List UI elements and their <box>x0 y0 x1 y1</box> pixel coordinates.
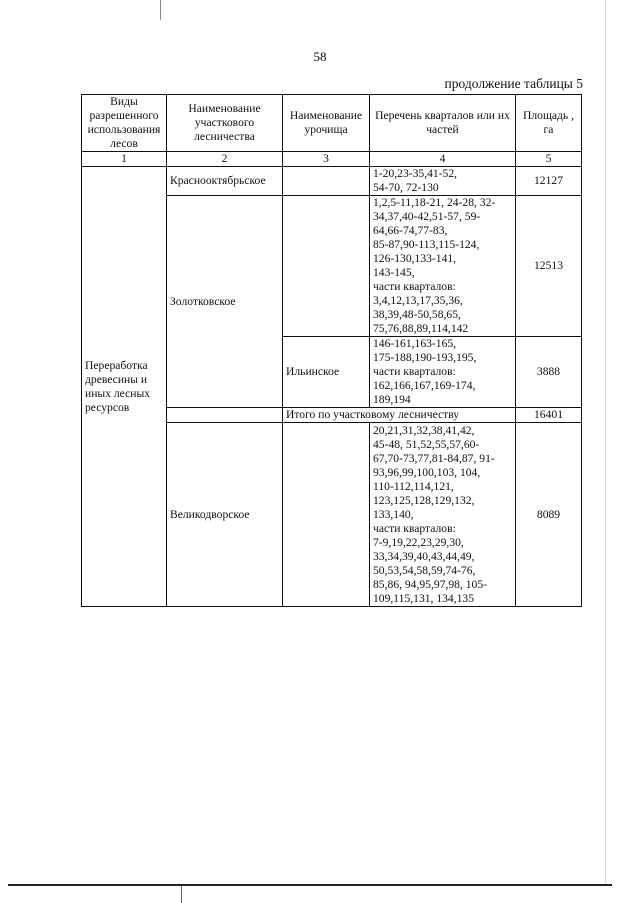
area-value: 12513 <box>516 196 582 337</box>
quarters-list: 1,2,5-11,18-21, 24-28, 32- 34,37,40-42,51-57, 59- 64,66-74,77-83, 85-87,90-113,115-124, 126-130,133-141, 143-145, части кварталов: 3,4,12,13,17,35,36, 38,39,48-50,58,65, 75,76,88,89,114,142 <box>370 196 516 337</box>
subtotal-area: 16401 <box>516 408 582 423</box>
area-value: 12127 <box>516 167 582 196</box>
column-number: 2 <box>167 152 283 167</box>
column-number: 4 <box>370 152 516 167</box>
subtotal-spacer <box>167 408 283 423</box>
scan-mark-bottom <box>181 886 182 903</box>
table-header-row <box>82 95 582 152</box>
forestry-name: Красноoктябрьское <box>167 167 283 196</box>
column-number: 1 <box>82 152 167 167</box>
area-value: 3888 <box>516 337 582 408</box>
page-number: 58 <box>313 49 327 64</box>
header-area: Площадь , га <box>516 95 582 152</box>
forestry-name: Золотковское <box>167 196 283 408</box>
header-tract: Наименование урочища <box>283 95 370 152</box>
area-value: 8089 <box>516 423 582 607</box>
tract-name <box>283 196 370 337</box>
column-number: 5 <box>516 152 582 167</box>
scan-mark-right <box>605 0 606 885</box>
quarters-list: 146-161,163-165, 175-188,190-193,195, части кварталов: 162,166,167,169-174, 189,194 <box>370 337 516 408</box>
page-bottom-line <box>8 884 612 886</box>
column-number: 3 <box>283 152 370 167</box>
table-row <box>82 167 582 196</box>
tract-name: Ильинское <box>283 337 370 408</box>
tract-name <box>283 167 370 196</box>
subtotal-label: Итого по участковому лесничеству <box>283 408 516 423</box>
column-number-row <box>82 152 582 167</box>
tract-name <box>283 423 370 607</box>
forest-use-table <box>81 94 582 607</box>
forestry-name: Великодворское <box>167 423 283 607</box>
header-use-type: Виды разрешенного использования лесов <box>82 95 167 152</box>
quarters-list: 1-20,23-35,41-52, 54-70, 72-130 <box>370 167 516 196</box>
use-type-cell: Переработка древесины и иных лесных ресурсов <box>82 167 167 607</box>
scan-mark-top <box>160 0 161 20</box>
header-forestry: Наименование участкового лесничества <box>167 95 283 152</box>
quarters-list: 20,21,31,32,38,41,42, 45-48, 51,52,55,57,60- 67,70-73,77,81-84,87, 91- 93,96,99,100,103, 104, 110-112,114,121, 123,125,128,129,132, 133,140, части кварталов: 7-9,19,22,23,29,30, 33,34,39,40,43,44,49, 50,53,54,58,59,74-76, 85,86, 94,95,97,98, 105- 109,115,131, 134,135 <box>370 423 516 607</box>
table-continuation-label: продолжение таблицы 5 <box>444 76 583 91</box>
header-quarters: Перечень кварталов или их частей <box>370 95 516 152</box>
